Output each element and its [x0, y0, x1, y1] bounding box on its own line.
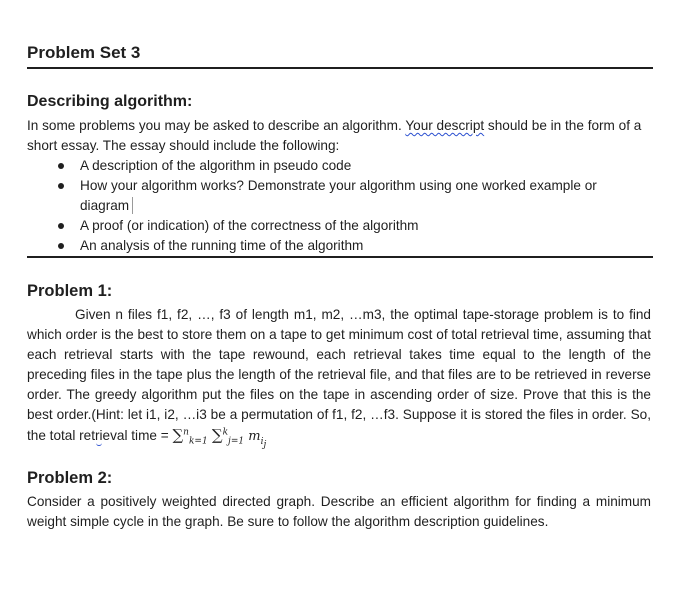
outer-sum-upper: n — [183, 427, 189, 438]
list-item-text: A proof (or indication) of the correctness of the algorithm — [80, 218, 419, 233]
intro-text-start: In some problems you may be asked to describe an algorithm. — [27, 118, 406, 133]
retrieval-time-formula — [172, 426, 267, 450]
problem-1-heading: Problem 1: — [27, 282, 113, 300]
describing-algorithm-heading: Describing algorithm: — [27, 93, 193, 110]
bullet-icon — [58, 183, 64, 189]
list-item — [27, 176, 645, 216]
list-item — [27, 216, 645, 236]
problem-set-title: Problem Set 3 — [27, 43, 141, 62]
spellcheck-flagged-text[interactable]: Your descript — [405, 118, 485, 133]
bullet-icon — [58, 163, 64, 169]
problem-2-text: Consider a positively weighted directed graph. Describe an efficient algorithm for finding a minimum weight simple cycle in the graph. Be sure to follow the algorithm description guidelines. — [27, 494, 651, 529]
bullet-icon — [58, 223, 64, 229]
inner-sum-lower: j=1 — [228, 436, 245, 447]
list-item — [27, 236, 645, 256]
list-item-text: A description of the algorithm in pseudo code — [80, 158, 352, 173]
problem-1-hint: (Hint: let i1, i2, …i3 be a permutation of f1, f2, …f3. Suppose it is stored the files in order. So, the total retrieval time = — [27, 407, 652, 443]
bullet-icon — [58, 243, 64, 249]
requirements-list — [27, 156, 653, 256]
outer-sum-lower: k=1 — [188, 436, 208, 447]
problem-1-statement: Given n files f1, f2, …, f3 of length m1, m2, …m3, the optimal tape-storage problem is to find which order is the best to store them on a tape to get minimum cost of total retrieval time, assuming that each retrieval starts with the tape rewound, each retrieval takes time equal to the length of the preceding files in the tape plus the length of the retrieval file, and that files are to be retrieved in reverse order. The greedy algorithm put the files on the tape in ascending order of size. Prove that this is the best order. — [27, 307, 651, 422]
text-cursor — [132, 197, 133, 214]
inner-sum-upper: k — [222, 427, 229, 438]
formula-term-sub: i — [260, 436, 264, 447]
describing-intro — [27, 116, 651, 156]
outer-sum-symbol: ∑ — [172, 426, 184, 444]
list-item — [27, 156, 645, 176]
inner-sum-symbol: ∑ — [211, 426, 223, 444]
problem-1-text — [27, 305, 652, 450]
section-divider — [27, 256, 653, 258]
list-item-text: How your algorithm works? Demonstrate your algorithm using one worked example or diagram — [80, 178, 597, 213]
title-underline — [27, 67, 653, 69]
intro-text-end: should be in the form of a short essay. The essay should include the following: — [27, 118, 642, 153]
formula-term-subsub: j — [263, 439, 267, 450]
formula-term: m — [248, 429, 261, 444]
list-item-text: An analysis of the running time of the algorithm — [80, 238, 364, 253]
problem-2-heading: Problem 2: — [27, 469, 113, 487]
